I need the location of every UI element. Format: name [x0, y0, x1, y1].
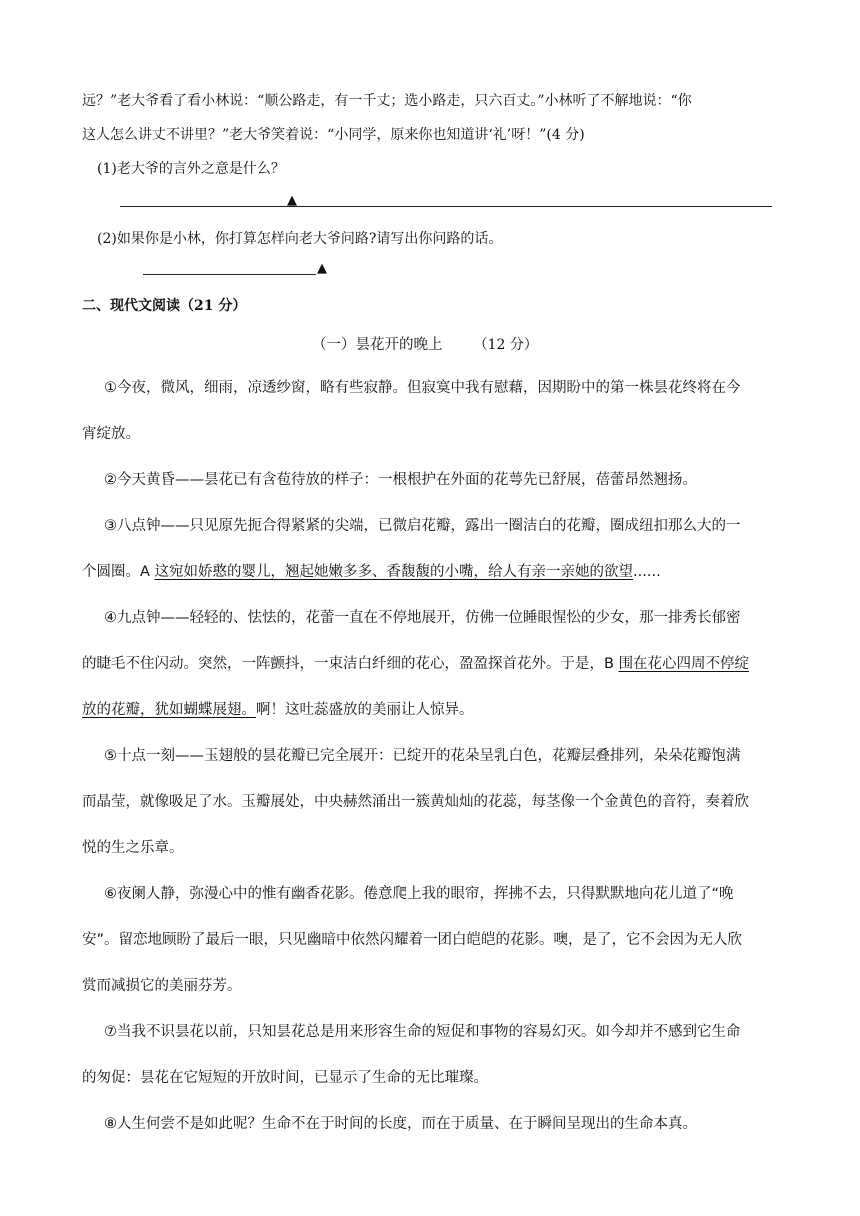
answer-marker-icon: ▲ — [287, 193, 297, 208]
paragraph-6-line: 赏而减损它的美丽芬芳。 — [82, 978, 242, 994]
paragraph-4-line — [82, 698, 474, 719]
paragraph-5-line: ⑤十点一刻——玉翅般的昙花瓣已完全展开：已绽开的花朵呈乳白色，花瓣层叠排列，朵朵花瓣饱满 — [104, 748, 741, 764]
answer-marker-icon: ▲ — [317, 261, 327, 276]
paragraph-1-line: 宵绽放。 — [82, 426, 140, 442]
paragraph-5-line: 悦的生之乐章。 — [82, 840, 184, 856]
paragraph-6-line: ⑥夜阑人静，弥漫心中的惟有幽香花影。倦意爬上我的眼帘，挥拂不去，只得默默地向花儿道了“晚 — [104, 886, 734, 902]
dialogue-line: 远？”老大爷看了看小林说：“顺公路走，有一千丈；选小路走，只六百丈。”小林听了不解地说：“你 — [82, 93, 692, 109]
paragraph-4-line: ④九点钟——轻轻的、怯怯的，花蕾一直在不停地展开，仿佛一位睡眼惺忪的少女，那一排秀长郁密 — [104, 610, 741, 626]
question-2: (2)如果你是小林，你打算怎样向老大爷问路?请写出你问路的话。 — [97, 231, 503, 247]
section-heading: 二、现代文阅读（21 分） — [82, 298, 247, 314]
question-1: (1)老大爷的言外之意是什么？ — [97, 161, 285, 177]
paragraph-3-line — [82, 560, 661, 581]
paragraph-5-line: 而晶莹，就像吸足了水。玉瓣展处，中央赫然涌出一簇黄灿灿的花蕊，每茎像一个金黄色的音符，奏着欣 — [82, 794, 749, 810]
answer-line-1[interactable] — [120, 206, 772, 207]
dialogue-line: 这人怎么讲丈不讲里？”老大爷笑着说：“小同学，原来你也知道讲‘礼’呀！”(4 分) — [82, 127, 585, 143]
paragraph-7-line: 的匆促：昙花在它短短的开放时间，已显示了生命的无比璀璨。 — [82, 1070, 488, 1086]
paragraph-6-line: 安”。留恋地顾盼了最后一眼，只见幽暗中依然闪耀着一团白皑皑的花影。噢，是了，它不会因为无人欣 — [82, 932, 743, 948]
underlined-sentence-b: 围在花心四周不停绽 — [618, 656, 750, 672]
underlined-sentence-a: 这宛如娇憨的婴儿，翘起她嫩多多、香馥馥的小嘴，给人有亲一亲她的欲望 — [154, 564, 634, 580]
paragraph-4-text: 啊！这吐蕊盛放的美丽让人惊异。 — [256, 702, 474, 718]
paragraph-4-line — [82, 652, 749, 673]
passage-title-text: （一）昙花开的晚上 — [312, 337, 443, 353]
answer-line-2[interactable] — [143, 274, 316, 275]
paragraph-1-line: ①今夜，微风，细雨，凉透纱窗，略有些寂静。但寂寞中我有慰藉，因期盼中的第一株昙花终将在今 — [104, 380, 741, 396]
paragraph-7-line: ⑦当我不识昙花以前，只知昙花总是用来形容生命的短促和事物的容易幻灭。如今却并不感到它生命 — [104, 1024, 741, 1040]
paragraph-8-line: ⑧人生何尝不是如此呢？生命不在于时间的长度，而在于质量、在于瞬间呈现出的生命本真。 — [104, 1116, 697, 1132]
marker-a: 个圆圈。A — [82, 564, 155, 580]
passage-title — [312, 333, 538, 354]
paragraph-3-line: ③八点钟——只见原先扼合得紧紧的尖端，已微启花瓣，露出一圈洁白的花瓣，圈成纽扣那么大的一 — [104, 518, 741, 534]
paragraph-2-line: ②今天黄昏——昙花已有含苞待放的样子：一根根护在外面的花萼先已舒展，蓓蕾昂然翘扬。 — [104, 472, 697, 488]
paragraph-4-text: 的睫毛不住闪动。突然，一阵颤抖，一束洁白纤细的花心，盈盈探首花外。于是，B — [82, 656, 619, 672]
ellipsis: ...... — [633, 564, 661, 580]
underlined-sentence-b-cont: 放的花瓣，犹如蝴蝶展翅。 — [82, 702, 256, 718]
passage-score: （12 分） — [473, 337, 538, 353]
